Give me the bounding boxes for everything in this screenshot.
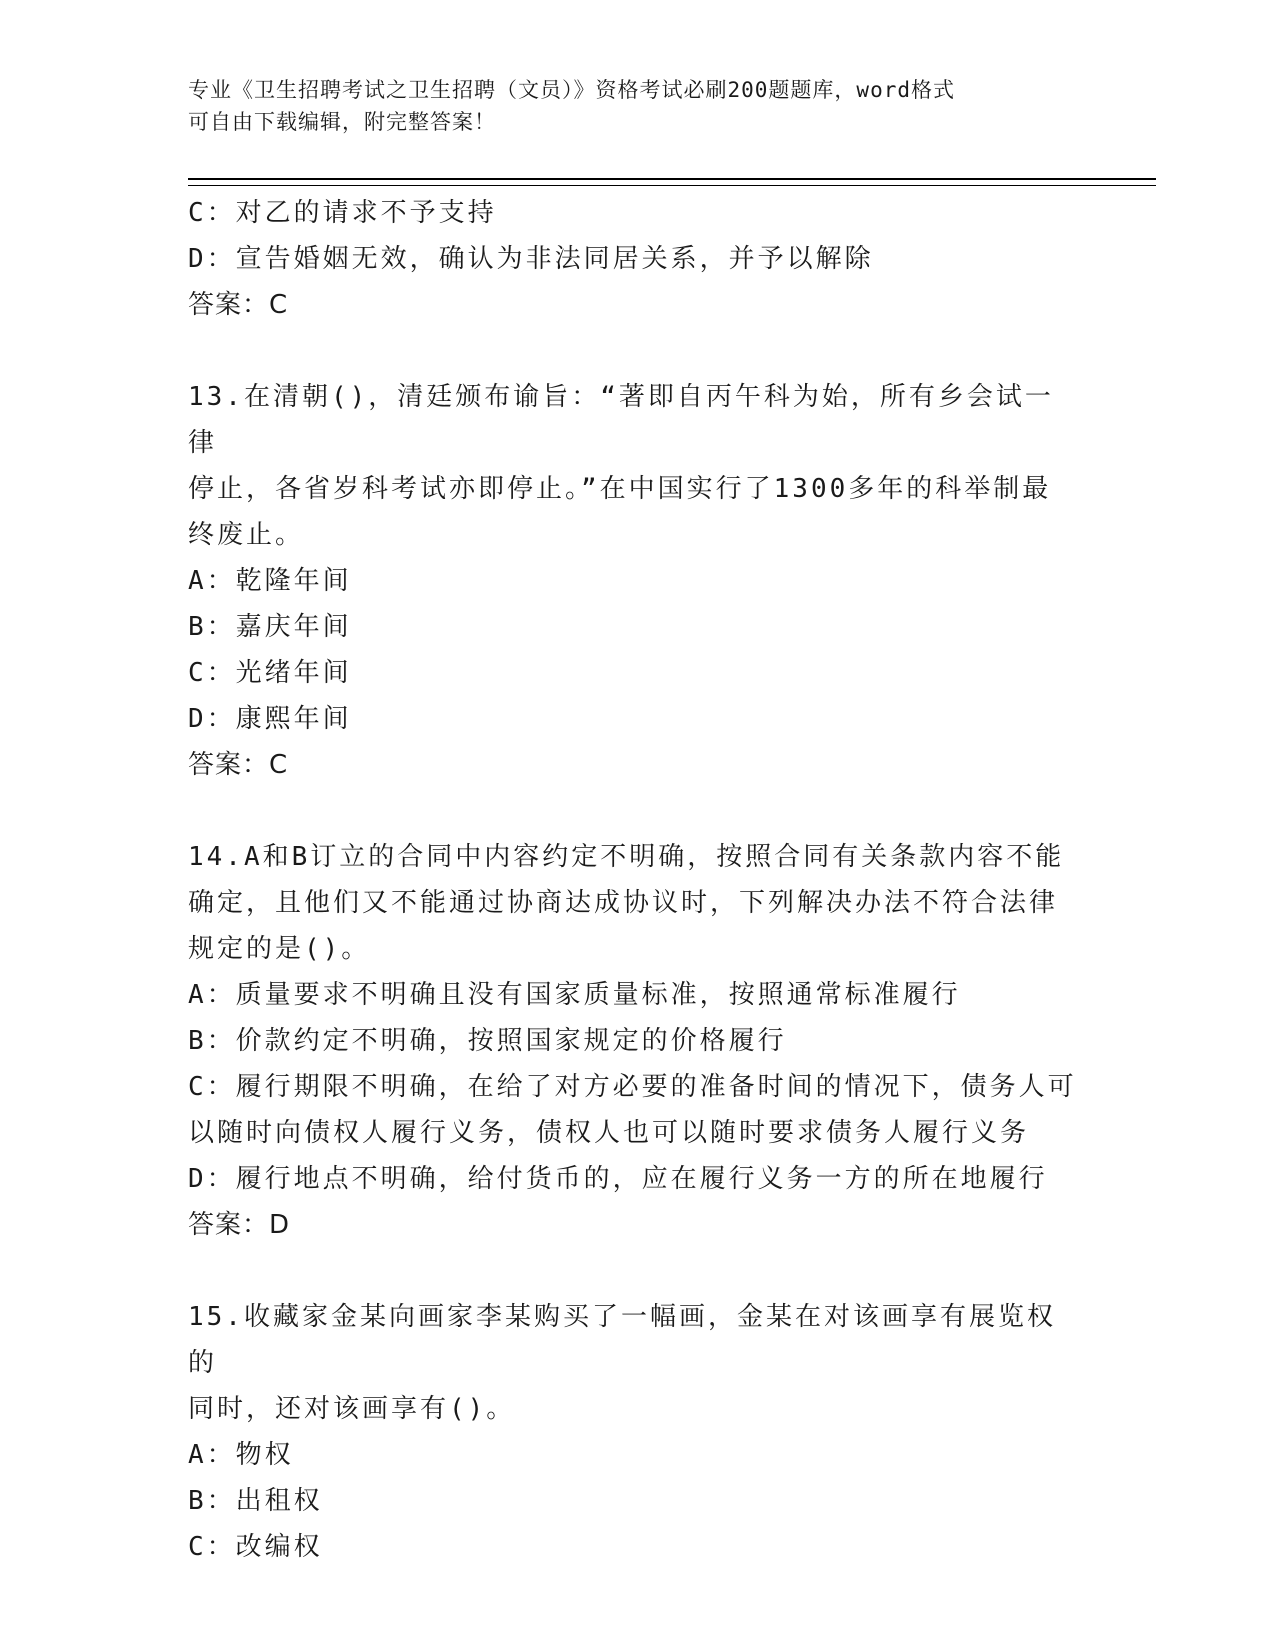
- option-b: B：价款约定不明确，按照国家规定的价格履行: [188, 1026, 787, 1056]
- question-stem: 停止，各省岁科考试亦即停止。”在中国实行了1300多年的科举制最: [188, 474, 1052, 504]
- answer-line: 答案：C: [188, 290, 289, 320]
- question-14: [188, 834, 1078, 1248]
- spacer: [188, 1248, 1078, 1294]
- option-a: A：乾隆年间: [188, 566, 352, 596]
- option-a: A：质量要求不明确且没有国家质量标准，按照通常标准履行: [188, 980, 961, 1010]
- question-stem: 14.A和B订立的合同中内容约定不明确，按照合同有关条款内容不能: [188, 842, 1065, 872]
- option-c: C：履行期限不明确，在给了对方必要的准备时间的情况下，债务人可: [188, 1072, 1077, 1102]
- answer-line: 答案：C: [188, 750, 289, 780]
- question-stem: 同时，还对该画享有()。: [188, 1394, 516, 1424]
- document-header: [188, 74, 1078, 138]
- option-d: D：履行地点不明确，给付货币的，应在履行义务一方的所在地履行: [188, 1164, 1048, 1194]
- option-c-continued: 以随时向债权人履行义务，债权人也可以随时要求债务人履行义务: [188, 1118, 1030, 1148]
- header-divider: [188, 178, 1156, 186]
- option-b: B：嘉庆年间: [188, 612, 352, 642]
- option-a: A：物权: [188, 1440, 294, 1470]
- question-stem: 15.收藏家金某向画家李某购买了一幅画，金某在对该画享有展览权的: [188, 1302, 1056, 1378]
- option-d: D：康熙年间: [188, 704, 352, 734]
- option-c: C：对乙的请求不予支持: [188, 198, 497, 228]
- header-title-line-1: 专业《卫生招聘考试之卫生招聘（文员）》资格考试必刷200题题库，word格式: [188, 78, 955, 102]
- option-c: C：光绪年间: [188, 658, 352, 688]
- question-15: [188, 1294, 1078, 1570]
- answer-line: 答案：D: [188, 1210, 291, 1240]
- question-stem: 确定，且他们又不能通过协商达成协议时，下列解决办法不符合法律: [188, 888, 1059, 918]
- header-title-line-2: 可自由下载编辑，附完整答案！: [188, 110, 496, 134]
- question-12-tail: [188, 190, 1078, 328]
- question-content: [188, 190, 1078, 1570]
- option-d: D：宣告婚姻无效，确认为非法同居关系，并予以解除: [188, 244, 874, 274]
- option-c: C：改编权: [188, 1532, 323, 1562]
- question-stem: 13.在清朝()，清廷颁布谕旨：“著即自丙午科为始，所有乡会试一律: [188, 382, 1054, 458]
- spacer: [188, 328, 1078, 374]
- question-13: [188, 374, 1078, 788]
- spacer: [188, 788, 1078, 834]
- question-stem: 规定的是()。: [188, 934, 371, 964]
- question-stem: 终废止。: [188, 520, 305, 550]
- option-b: B：出租权: [188, 1486, 323, 1516]
